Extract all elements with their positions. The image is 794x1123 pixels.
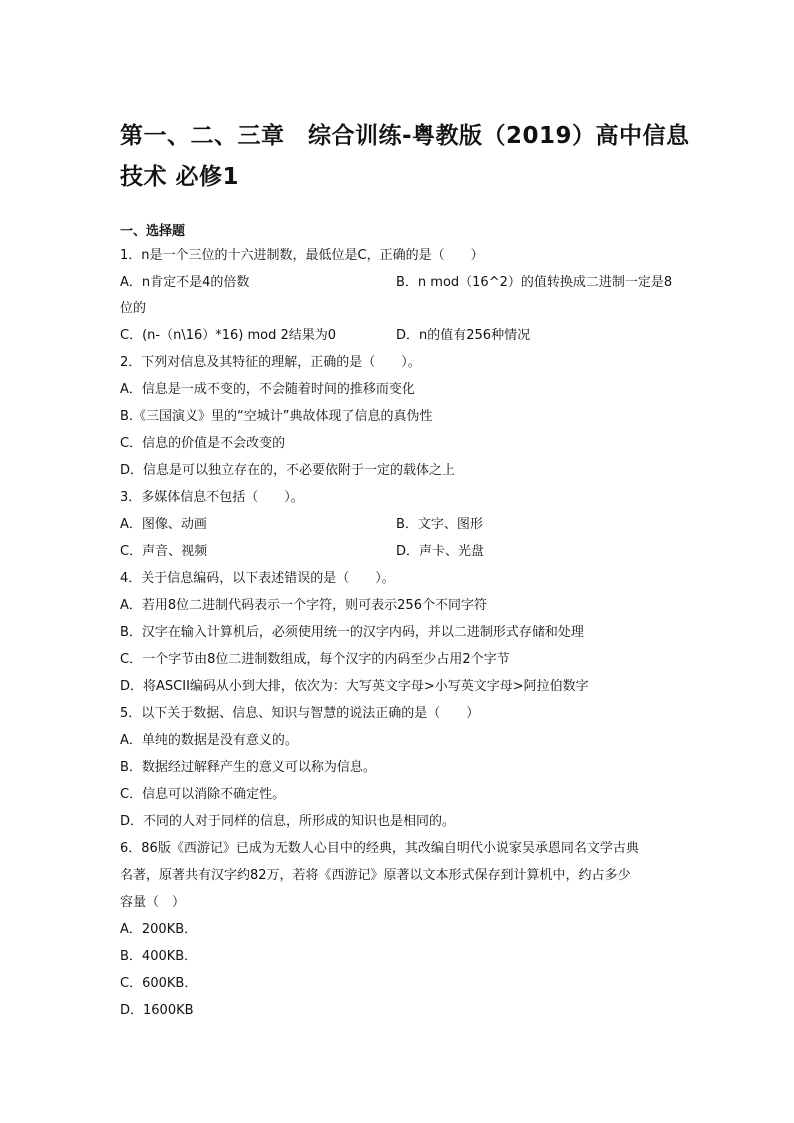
question-3-option-d: D．声卡、光盘: [396, 544, 485, 559]
question-6-option-c: C．600KB．: [120, 976, 198, 991]
question-1-option-c: C．(n-（n\16）*16) mod 2结果为0: [120, 328, 337, 343]
question-4-option-a: A．若用8位二进制代码表示一个字符，则可表示256个不同字符: [120, 598, 487, 613]
question-6-option-a: A．200KB．: [120, 922, 198, 937]
question-3-option-c: C．声音、视频: [120, 544, 208, 559]
question-4-option-d: D．将ASCII编码从小到大排，依次为：大写英文字母>小写英文字母>阿拉伯数字: [120, 679, 589, 694]
question-6-stem-line-2: 名著，原著共有汉字约82万，若将《西游记》原著以文本形式保存到计算机中，约占多少: [120, 868, 631, 883]
question-3-stem: 3．多媒体信息不包括（ ）。: [120, 490, 304, 505]
section-heading: 一、选择题: [120, 224, 186, 239]
question-1-stem: 1．n是一个三位的十六进制数，最低位是C，正确的是（ ）: [120, 248, 484, 263]
question-2-option-d: D．信息是可以独立存在的，不必要依附于一定的载体之上: [120, 463, 456, 478]
question-5-option-d: D．不同的人对于同样的信息，所形成的知识也是相同的。: [120, 814, 456, 829]
page-title-line-1: 第一、二、三章 综合训练-粤教版（2019）高中信息: [120, 123, 690, 149]
question-3-option-b: B．文字、图形: [396, 517, 483, 532]
question-5-option-c: C．信息可以消除不确定性。: [120, 787, 286, 802]
question-1-option-d: D．n的值有256种情况: [396, 328, 531, 343]
question-4-stem: 4．关于信息编码，以下表述错误的是（ ）。: [120, 571, 395, 586]
question-5-option-b: B．数据经过解释产生的意义可以称为信息。: [120, 760, 376, 775]
question-3-option-a: A．图像、动画: [120, 517, 207, 532]
question-2-option-b: B.《三国演义》里的“空城计”典故体现了信息的真伪性: [120, 409, 433, 424]
question-2-stem: 2．下列对信息及其特征的理解，正确的是（ ）。: [120, 355, 421, 370]
question-4-option-c: C．一个字节由8位二进制数组成，每个汉字的内码至少占用2个字节: [120, 652, 510, 667]
question-1-option-b-continued: 位的: [120, 301, 147, 316]
question-6-option-d: D．1600KB: [120, 1003, 194, 1018]
question-1-option-b: B．n mod（16^2）的值转换成二进制一定是8: [396, 275, 673, 290]
question-2-option-a: A．信息是一成不变的，不会随着时间的推移而变化: [120, 382, 415, 397]
page-title: [120, 116, 700, 198]
question-1-option-a: A．n肯定不是4的倍数: [120, 275, 250, 290]
question-5-option-a: A．单纯的数据是没有意义的。: [120, 733, 298, 748]
question-6-stem-line-1: 6．86版《西游记》已成为无数人心目中的经典，其改编自明代小说家吴承恩同名文学古典: [120, 841, 639, 856]
question-6-option-b: B．400KB．: [120, 949, 198, 964]
question-5-stem: 5．以下关于数据、信息、知识与智慧的说法正确的是（ ）: [120, 706, 480, 721]
question-2-option-c: C．信息的价值是不会改变的: [120, 436, 286, 451]
question-4-option-b: B．汉字在输入计算机后，必须使用统一的汉字内码，并以二进制形式存储和处理: [120, 625, 584, 640]
question-6-stem-line-3: 容量（ ）: [120, 895, 186, 910]
page-title-line-2: 技术 必修1: [120, 164, 240, 190]
